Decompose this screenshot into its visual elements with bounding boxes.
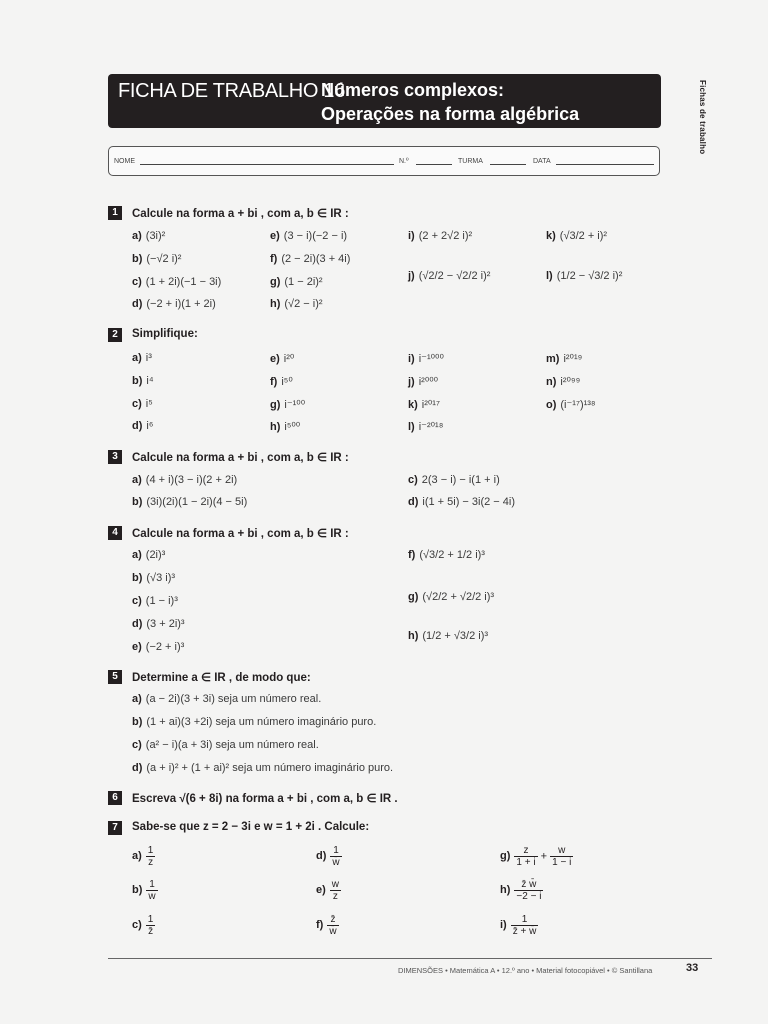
fraction-part: 1: [147, 914, 154, 925]
item-expression: i(1 + 5i) − 3i(2 − 4i): [422, 496, 516, 508]
fraction-part: z̄: [148, 926, 154, 937]
item-expression: i⁻¹⁰⁰⁰: [418, 353, 444, 365]
item-letter: i): [500, 919, 507, 932]
item-letter: b): [132, 716, 143, 728]
exercise-item: [132, 618, 185, 630]
item-letter: a): [132, 549, 142, 561]
list-item: [408, 270, 490, 282]
item-expression: i²⁰¹⁷: [421, 399, 440, 411]
question-number: 7: [108, 821, 122, 835]
exercise-item: [316, 879, 341, 902]
fraction: [146, 879, 157, 902]
exercise-item: [270, 375, 293, 388]
exercise-item: [270, 352, 294, 365]
exercise-item: [132, 641, 184, 653]
item-expression: (1 + 2i)(−1 − 3i): [145, 276, 222, 288]
item-expression: i⁵: [145, 398, 153, 410]
item-letter: k): [408, 399, 418, 411]
student-info-box: [108, 146, 660, 176]
item-expression: i⁻²⁰¹⁸: [418, 421, 444, 433]
exercise-item: [132, 879, 158, 902]
item-expression: (1/2 + √3/2 i)³: [422, 630, 489, 642]
turma-field[interactable]: [490, 164, 526, 165]
exercise-item: [270, 398, 305, 411]
item-letter: d): [408, 496, 419, 508]
numero-label: N.º: [399, 158, 409, 165]
item-expression: i⁻¹⁰⁰: [284, 399, 306, 411]
question-number: 1: [108, 206, 122, 220]
exercise-item: [408, 420, 443, 433]
item-letter: a): [132, 850, 142, 863]
item-letter: d): [316, 850, 327, 863]
exercise-item: [132, 762, 393, 774]
item-letter: h): [408, 630, 419, 642]
question-title: Calcule na forma a + bi , com a, b ∈ IR :: [132, 208, 349, 220]
item-letter: g): [270, 399, 281, 411]
fraction-part: z: [148, 857, 154, 868]
item-letter: c): [132, 276, 142, 288]
item-letter: a): [132, 230, 142, 242]
item-expression: (−2 + i)³: [145, 641, 185, 653]
question-number: 5: [108, 670, 122, 684]
item-letter: f): [270, 376, 278, 388]
item-letter: f): [270, 253, 278, 265]
fraction-part: 1: [147, 845, 154, 856]
numero-field[interactable]: [416, 164, 452, 165]
exercise-item: [408, 375, 438, 388]
item-letter: b): [132, 572, 143, 584]
item-letter: b): [132, 884, 143, 897]
item-expression: (√2/2 + √2/2 i)³: [422, 591, 495, 603]
item-letter: c): [408, 474, 418, 486]
fraction: [330, 879, 341, 902]
question-number: 6: [108, 791, 122, 805]
item-letter: d): [132, 298, 143, 310]
fraction-part: w: [331, 879, 340, 890]
item-letter: e): [270, 230, 280, 242]
exercise-item: [408, 549, 485, 561]
fraction-part: w: [148, 891, 156, 902]
fraction: [146, 914, 156, 937]
fraction-part: w̄: [329, 926, 337, 937]
item-expression: 2(3 − i) − i(1 + i): [421, 474, 500, 486]
item-expression: (2 − 2i)(3 + 4i): [281, 253, 351, 265]
item-letter: g): [270, 276, 281, 288]
exercise-item: [408, 398, 440, 411]
footer-divider: [108, 958, 712, 959]
exercise-item: [132, 474, 237, 486]
footer-text: DIMENSÕES • Matemática A • 12.º ano • Material fotocopiável • © Santillana: [398, 966, 653, 975]
list-item: [270, 230, 347, 242]
item-letter: d): [132, 618, 143, 630]
item-letter: e): [270, 353, 280, 365]
item-expression: (1/2 − √3/2 i)²: [556, 270, 623, 282]
fraction: [511, 914, 539, 937]
item-expression: (√2 − i)²: [284, 298, 323, 310]
item-letter: j): [408, 376, 415, 388]
item-expression: i²⁰¹⁹: [563, 353, 583, 365]
question-title: Determine a ∈ IR , de modo que:: [132, 672, 311, 684]
exercise-item: g) $\frac{z}{1 + i}$ + $\frac{w}{1 - i}$: [500, 845, 572, 868]
item-expression: i²⁰⁹⁹: [560, 376, 581, 388]
fraction-part: w: [550, 845, 573, 857]
item-letter: k): [546, 230, 556, 242]
fraction-part: 1: [146, 879, 157, 891]
fraction-part: z: [514, 845, 537, 857]
question-number: 2: [108, 328, 122, 342]
fraction-part: 1: [511, 914, 539, 926]
exercise-item: [270, 420, 300, 433]
list-item: [546, 230, 607, 242]
exercise-item: [132, 595, 178, 607]
fraction: [327, 914, 338, 937]
turma-label: TURMA: [458, 158, 483, 165]
item-expression: (√3/2 + 1/2 i)³: [419, 549, 485, 561]
exercise-item: [316, 845, 342, 868]
question-title: Calcule na forma a + bi , com a, b ∈ IR :: [132, 452, 349, 464]
item-expression: (i⁻¹⁷)¹³⁸: [560, 399, 596, 411]
exercise-item: [132, 716, 376, 728]
fraction-part: 1: [330, 845, 341, 857]
exercise-item: [546, 352, 582, 365]
item-letter: b): [132, 375, 143, 387]
item-expression: (√3 i)³: [146, 572, 176, 584]
item-letter: n): [546, 376, 557, 388]
item-letter: e): [132, 641, 142, 653]
exercise-item: [132, 496, 247, 508]
item-expression: (√2/2 − √2/2 i)²: [418, 270, 491, 282]
item-expression: (4 + i)(3 − i)(2 + 2i): [145, 474, 238, 486]
item-expression: (3 + 2i)³: [146, 618, 185, 630]
item-letter: i): [408, 353, 415, 365]
exercise-item: [500, 879, 543, 902]
item-expression: i⁵⁰⁰: [284, 421, 301, 433]
item-letter: l): [546, 270, 553, 282]
question-number: 4: [108, 526, 122, 540]
fraction-part: z: [332, 891, 338, 902]
list-item: [132, 253, 181, 265]
fraction: [514, 845, 537, 868]
item-expression: (1 + ai)(3 +2i) seja um número imaginário puro.: [146, 716, 377, 728]
item-letter: g): [408, 591, 419, 603]
item-letter: i): [408, 230, 415, 242]
item-letter: h): [500, 884, 511, 897]
item-expression: (3 − i)(−2 − i): [283, 230, 348, 242]
exercise-item: [132, 572, 175, 584]
exercise-item: [546, 375, 580, 388]
exercise-item: [132, 914, 155, 937]
exercise-item: [132, 549, 165, 561]
item-letter: d): [132, 762, 143, 774]
fraction-part: w̄: [332, 857, 340, 868]
list-item: [546, 270, 622, 282]
item-letter: b): [132, 496, 143, 508]
fraction-part: −2 − i: [516, 891, 542, 902]
item-letter: d): [132, 420, 143, 432]
item-expression: (a − 2i)(3 + 3i) seja um número real.: [145, 693, 322, 705]
fraction-part: z̄: [327, 914, 338, 926]
list-item: [270, 253, 350, 265]
list-item: [270, 276, 323, 288]
item-letter: h): [270, 421, 281, 433]
nome-label: NOME: [114, 158, 135, 165]
exercise-item: [408, 474, 500, 486]
item-expression: i⁵⁰: [281, 376, 293, 388]
list-item: [408, 230, 472, 242]
exercise-item: [408, 630, 488, 642]
fraction: [514, 879, 543, 902]
data-field[interactable]: [556, 164, 654, 165]
exercise-item: [500, 914, 538, 937]
item-expression: i⁶: [146, 420, 154, 432]
item-letter: l): [408, 421, 415, 433]
item-letter: f): [408, 549, 416, 561]
data-label: DATA: [533, 158, 551, 165]
item-expression: (2 + 2√2 i)²: [418, 230, 473, 242]
item-expression: i⁴: [146, 375, 154, 387]
exercise-item: [132, 375, 154, 387]
exercise-item: [132, 845, 155, 868]
exercise-item: [408, 591, 494, 603]
side-label: Fichas de trabalho: [698, 80, 707, 155]
item-letter: a): [132, 693, 142, 705]
item-letter: h): [270, 298, 281, 310]
item-expression: (2i)³: [145, 549, 166, 561]
item-expression: i²⁰⁰⁰: [418, 376, 439, 388]
item-expression: (1 − 2i)²: [284, 276, 323, 288]
exercise-item: [408, 496, 515, 508]
page-title-line2: Operações na forma algébrica: [321, 104, 580, 124]
fraction: [146, 845, 156, 868]
exercise-item: [132, 352, 152, 364]
question-title: Sabe-se que z = 2 − 3i e w = 1 + 2i . Calcule:: [132, 821, 370, 833]
item-letter: m): [546, 353, 560, 365]
item-letter: c): [132, 398, 142, 410]
item-expression: (a² − i)(a + 3i) seja um número real.: [145, 739, 319, 751]
exercise-item: [546, 398, 596, 411]
exercise-item: [132, 398, 153, 410]
list-item: [132, 276, 221, 288]
item-letter: a): [132, 474, 142, 486]
item-expression: (√3/2 + i)²: [559, 230, 608, 242]
item-expression: (3i)²: [145, 230, 166, 242]
question-title: Calcule na forma a + bi , com a, b ∈ IR :: [132, 528, 349, 540]
fraction-part: 1 + i: [516, 857, 536, 868]
exercise-item: [408, 352, 444, 365]
fraction-part: 1 − i: [552, 857, 572, 868]
item-expression: (−2 + i)(1 + 2i): [146, 298, 216, 310]
item-letter: o): [546, 399, 557, 411]
item-letter: a): [132, 352, 142, 364]
item-letter: b): [132, 253, 143, 265]
item-letter: f): [316, 919, 324, 932]
item-letter: c): [132, 595, 142, 607]
item-expression: i³: [145, 352, 152, 364]
fraction-part: z̄ w̄: [514, 879, 543, 891]
fraction: [550, 845, 573, 868]
nome-field[interactable]: [140, 164, 394, 165]
item-expression: i²⁰: [283, 353, 295, 365]
list-item: [270, 298, 323, 310]
question-title: Simplifique:: [132, 328, 198, 340]
item-letter: c): [132, 739, 142, 751]
item-letter: g): [500, 850, 511, 863]
exercise-item: [132, 420, 153, 432]
page-number: 33: [686, 962, 699, 974]
item-letter: j): [408, 270, 415, 282]
list-item: [132, 298, 216, 310]
item-expression: (a + i)² + (1 + ai)² seja um número imaginário puro.: [146, 762, 394, 774]
exercise-item: [316, 914, 339, 937]
item-expression: (1 − i)³: [145, 595, 178, 607]
exercise-item: [132, 739, 319, 751]
item-expression: (3i)(2i)(1 − 2i)(4 − 5i): [146, 496, 248, 508]
fraction: [330, 845, 341, 868]
question-number: 3: [108, 450, 122, 464]
exercise-item: [132, 693, 321, 705]
worksheet-label: FICHA DE TRABALHO 16: [118, 80, 346, 102]
fraction-part: z̄ + w̄: [512, 926, 537, 937]
list-item: [132, 230, 165, 242]
question-title: Escreva √(6 + 8i) na forma a + bi , com a, b ∈ IR .: [132, 793, 398, 805]
item-letter: e): [316, 884, 326, 897]
item-letter: c): [132, 919, 142, 932]
item-expression: (−√2 i)²: [146, 253, 182, 265]
page-title-line1: Números complexos:: [321, 80, 505, 100]
